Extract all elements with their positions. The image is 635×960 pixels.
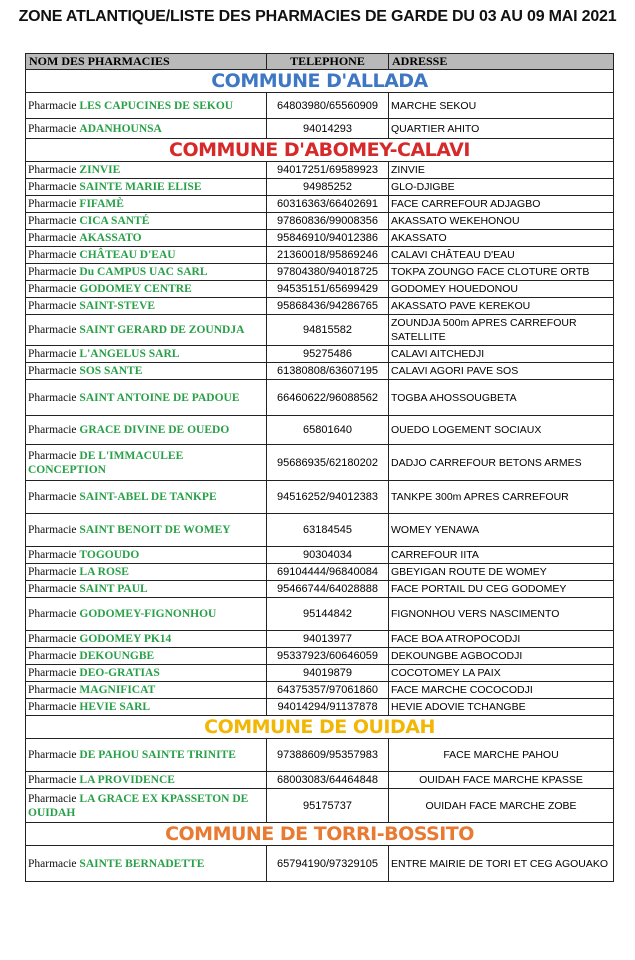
pharmacy-prefix: Pharmacie (28, 549, 77, 561)
pharmacy-address: GLO-DJIGBE (389, 179, 614, 196)
pharmacy-name: SAINT-STEVE (79, 300, 156, 312)
pharmacy-prefix: Pharmacie (28, 774, 77, 786)
commune-title: COMMUNE D'ALLADA (26, 70, 614, 93)
pharmacy-name: SAINT PAUL (79, 583, 148, 595)
pharmacy-prefix: Pharmacie (28, 667, 77, 679)
pharmacy-prefix: Pharmacie (28, 181, 77, 193)
pharmacy-name: GODOMEY CENTRE (79, 283, 192, 295)
pharmacy-address: WOMEY YENAWA (389, 514, 614, 547)
pharmacy-table (25, 53, 614, 882)
pharmacy-address: MARCHE SEKOU (389, 93, 614, 119)
pharmacy-telephone: 65801640 (267, 416, 389, 445)
pharmacy-name-cell (26, 739, 267, 772)
pharmacy-prefix: Pharmacie (28, 524, 77, 536)
pharmacy-address: ZINVIE (389, 162, 614, 179)
pharmacy-row (26, 213, 614, 230)
pharmacy-name: DE L'IMMACULEE CONCEPTION (28, 449, 184, 476)
pharmacy-prefix: Pharmacie (28, 391, 77, 404)
pharmacy-telephone: 69104444/96840084 (267, 564, 389, 581)
pharmacy-name: GRACE DIVINE DE OUEDO (79, 424, 230, 436)
header-telephone: TELEPHONE (267, 54, 389, 70)
pharmacy-row (26, 230, 614, 247)
pharmacy-telephone: 90304034 (267, 547, 389, 564)
pharmacy-row (26, 564, 614, 581)
header-address: ADRESSE (389, 54, 614, 70)
pharmacy-telephone: 94014294/91137878 (267, 699, 389, 716)
pharmacy-telephone: 64803980/65560909 (267, 93, 389, 119)
pharmacy-name: ZINVIE (79, 164, 121, 176)
pharmacy-prefix: Pharmacie (28, 198, 77, 210)
pharmacy-row (26, 298, 614, 315)
pharmacy-prefix: Pharmacie (28, 424, 77, 436)
pharmacy-name-cell (26, 547, 267, 564)
pharmacy-prefix: Pharmacie (28, 792, 77, 805)
pharmacy-name: MAGNIFICAT (79, 684, 156, 696)
pharmacy-name: L'ANGELUS SARL (79, 348, 180, 360)
pharmacy-name: SAINT ANTOINE DE PADOUE (79, 391, 240, 404)
pharmacy-address: CARREFOUR IITA (389, 547, 614, 564)
pharmacy-name-cell (26, 264, 267, 281)
pharmacy-name-cell (26, 281, 267, 298)
pharmacy-name: Du CAMPUS UAC SARL (79, 266, 208, 278)
pharmacy-prefix: Pharmacie (28, 684, 77, 696)
pharmacy-address: CALAVI AGORI PAVE SOS (389, 363, 614, 380)
pharmacy-prefix: Pharmacie (28, 232, 77, 244)
pharmacy-prefix: Pharmacie (28, 633, 77, 645)
pharmacy-name-cell (26, 213, 267, 230)
pharmacy-telephone: 94013977 (267, 631, 389, 648)
pharmacy-name: AKASSATO (79, 232, 142, 244)
pharmacy-telephone: 94019879 (267, 665, 389, 682)
pharmacy-name-cell (26, 230, 267, 247)
pharmacy-telephone: 21360018/95869246 (267, 247, 389, 264)
pharmacy-telephone: 97804380/94018725 (267, 264, 389, 281)
pharmacy-address: FACE BOA ATROPOCODJI (389, 631, 614, 648)
pharmacy-name-cell (26, 93, 267, 119)
pharmacy-name: ADANHOUNSA (79, 122, 162, 135)
pharmacy-row (26, 648, 614, 665)
pharmacy-name: TOGOUDO (79, 549, 140, 561)
pharmacy-address: ZOUNDJA 500m APRES CARREFOUR SATELLITE (389, 315, 614, 346)
commune-header-row (26, 139, 614, 162)
pharmacy-row (26, 514, 614, 547)
pharmacy-row (26, 631, 614, 648)
pharmacy-address: AKASSATO PAVE KEREKOU (389, 298, 614, 315)
pharmacy-address: GBEYIGAN ROUTE DE WOMEY (389, 564, 614, 581)
pharmacy-name: LA ROSE (79, 566, 129, 578)
pharmacy-telephone: 95337923/60646059 (267, 648, 389, 665)
pharmacy-name-cell (26, 581, 267, 598)
pharmacy-name-cell (26, 298, 267, 315)
pharmacy-address: FACE PORTAIL DU CEG GODOMEY (389, 581, 614, 598)
pharmacy-name-cell (26, 846, 267, 882)
pharmacy-name: SAINT BENOIT DE WOMEY (79, 524, 231, 536)
pharmacy-address: GODOMEY HOUEDONOU (389, 281, 614, 298)
pharmacy-address: DADJO CARREFOUR BETONS ARMES (389, 445, 614, 481)
pharmacy-name: DEKOUNGBE (79, 650, 155, 662)
pharmacy-telephone: 97388609/95357983 (267, 739, 389, 772)
pharmacy-name: SAINTE MARIE ELISE (79, 181, 202, 193)
pharmacy-row (26, 162, 614, 179)
pharmacy-name-cell (26, 119, 267, 139)
pharmacy-name-cell (26, 699, 267, 716)
pharmacy-row (26, 739, 614, 772)
pharmacy-row (26, 598, 614, 631)
pharmacy-row (26, 416, 614, 445)
pharmacy-row (26, 363, 614, 380)
commune-header-row (26, 823, 614, 846)
pharmacy-address: AKASSATO (389, 230, 614, 247)
pharmacy-name-cell (26, 514, 267, 547)
pharmacy-address: ENTRE MAIRIE DE TORI ET CEG AGOUAKO (389, 846, 614, 882)
pharmacy-address: HEVIE ADOVIE TCHANGBE (389, 699, 614, 716)
pharmacy-name-cell (26, 682, 267, 699)
commune-header-row (26, 70, 614, 93)
pharmacy-telephone: 66460622/96088562 (267, 380, 389, 416)
pharmacy-name: SAINT GERARD DE ZOUNDJA (79, 324, 245, 336)
pharmacy-row (26, 682, 614, 699)
pharmacy-telephone: 95466744/64028888 (267, 581, 389, 598)
pharmacy-row (26, 247, 614, 264)
pharmacy-row (26, 772, 614, 789)
pharmacy-prefix: Pharmacie (28, 566, 77, 578)
pharmacy-telephone: 94535151/65699429 (267, 281, 389, 298)
pharmacy-name-cell (26, 162, 267, 179)
pharmacy-address: TOGBA AHOSSOUGBETA (389, 380, 614, 416)
pharmacy-row (26, 196, 614, 213)
commune-title: COMMUNE DE TORRI-BOSSITO (26, 823, 614, 846)
pharmacy-row (26, 846, 614, 882)
pharmacy-name: LA GRACE EX KPASSETON DE OUIDAH (28, 792, 249, 819)
pharmacy-name-cell (26, 247, 267, 264)
pharmacy-telephone: 60316363/66402691 (267, 196, 389, 213)
pharmacy-address: DEKOUNGBE AGBOCODJI (389, 648, 614, 665)
pharmacy-prefix: Pharmacie (28, 857, 77, 870)
pharmacy-row (26, 481, 614, 514)
pharmacy-name-cell (26, 598, 267, 631)
pharmacy-telephone: 95846910/94012386 (267, 230, 389, 247)
pharmacy-prefix: Pharmacie (28, 749, 77, 761)
pharmacy-name-cell (26, 445, 267, 481)
pharmacy-address: TANKPE 300m APRES CARREFOUR (389, 481, 614, 514)
pharmacy-address: FACE MARCHE PAHOU (389, 739, 614, 772)
pharmacy-name-cell (26, 665, 267, 682)
pharmacy-row (26, 547, 614, 564)
pharmacy-row (26, 264, 614, 281)
pharmacy-name: LA PROVIDENCE (79, 774, 175, 786)
pharmacy-row (26, 93, 614, 119)
pharmacy-telephone: 95868436/94286765 (267, 298, 389, 315)
pharmacy-prefix: Pharmacie (28, 608, 77, 620)
pharmacy-row (26, 699, 614, 716)
pharmacy-telephone: 65794190/97329105 (267, 846, 389, 882)
pharmacy-telephone: 68003083/64464848 (267, 772, 389, 789)
pharmacy-prefix: Pharmacie (28, 99, 77, 112)
pharmacy-row (26, 346, 614, 363)
pharmacy-telephone: 97860836/99008356 (267, 213, 389, 230)
pharmacy-name: SOS SANTE (79, 365, 143, 377)
pharmacy-prefix: Pharmacie (28, 283, 77, 295)
commune-title: COMMUNE D'ABOMEY-CALAVI (26, 139, 614, 162)
pharmacy-row (26, 380, 614, 416)
pharmacy-prefix: Pharmacie (28, 491, 77, 503)
pharmacy-name-cell (26, 416, 267, 445)
pharmacy-name: DE PAHOU SAINTE TRINITE (79, 749, 236, 761)
pharmacy-name: HEVIE SARL (79, 701, 151, 713)
pharmacy-row (26, 179, 614, 196)
pharmacy-prefix: Pharmacie (28, 650, 77, 662)
commune-title: COMMUNE DE OUIDAH (26, 716, 614, 739)
pharmacy-name-cell (26, 315, 267, 346)
pharmacy-telephone: 94014293 (267, 119, 389, 139)
pharmacy-row (26, 789, 614, 823)
pharmacy-prefix: Pharmacie (28, 449, 77, 462)
pharmacy-prefix: Pharmacie (28, 249, 77, 261)
pharmacy-prefix: Pharmacie (28, 324, 77, 336)
pharmacy-prefix: Pharmacie (28, 164, 77, 176)
pharmacy-row (26, 581, 614, 598)
pharmacy-address: FACE MARCHE COCOCODJI (389, 682, 614, 699)
pharmacy-name: CICA SANTÉ (79, 215, 150, 227)
pharmacy-prefix: Pharmacie (28, 701, 77, 713)
pharmacy-address: TOKPA ZOUNGO FACE CLOTURE ORTB (389, 264, 614, 281)
pharmacy-prefix: Pharmacie (28, 300, 77, 312)
pharmacy-row (26, 119, 614, 139)
pharmacy-name: GODOMEY PK14 (79, 633, 172, 645)
pharmacy-prefix: Pharmacie (28, 365, 77, 377)
pharmacy-name-cell (26, 789, 267, 823)
page-title: ZONE ATLANTIQUE/LISTE DES PHARMACIES DE GARDE DU 03 AU 09 MAI 2021 (18, 8, 617, 25)
header-name: NOM DES PHARMACIES (26, 54, 267, 70)
pharmacy-name: DEO-GRATIAS (79, 667, 160, 679)
pharmacy-address: OUIDAH FACE MARCHE KPASSE (389, 772, 614, 789)
pharmacy-telephone: 63184545 (267, 514, 389, 547)
pharmacy-row (26, 445, 614, 481)
pharmacy-row (26, 665, 614, 682)
pharmacy-prefix: Pharmacie (28, 122, 77, 135)
pharmacy-telephone: 94516252/94012383 (267, 481, 389, 514)
pharmacy-telephone: 61380808/63607195 (267, 363, 389, 380)
pharmacy-address: AKASSATO WEKEHONOU (389, 213, 614, 230)
pharmacy-name-cell (26, 772, 267, 789)
pharmacy-name-cell (26, 196, 267, 213)
pharmacy-telephone: 95144842 (267, 598, 389, 631)
pharmacy-name-cell (26, 564, 267, 581)
pharmacy-name-cell (26, 346, 267, 363)
pharmacy-name-cell (26, 631, 267, 648)
pharmacy-telephone: 95275486 (267, 346, 389, 363)
pharmacy-row (26, 281, 614, 298)
table-header-row (26, 54, 614, 70)
pharmacy-address: FIGNONHOU VERS NASCIMENTO (389, 598, 614, 631)
pharmacy-address: OUIDAH FACE MARCHE ZOBE (389, 789, 614, 823)
pharmacy-name: GODOMEY-FIGNONHOU (79, 608, 217, 620)
pharmacy-name-cell (26, 380, 267, 416)
pharmacy-prefix: Pharmacie (28, 583, 77, 595)
pharmacy-address: CALAVI CHÂTEAU D'EAU (389, 247, 614, 264)
pharmacy-telephone: 95686935/62180202 (267, 445, 389, 481)
pharmacy-telephone: 94985252 (267, 179, 389, 196)
pharmacy-name: LES CAPUCINES DE SEKOU (79, 99, 234, 112)
pharmacy-address: FACE CARREFOUR ADJAGBO (389, 196, 614, 213)
pharmacy-name: CHÂTEAU D'EAU (79, 249, 176, 261)
pharmacy-address: OUEDO LOGEMENT SOCIAUX (389, 416, 614, 445)
pharmacy-address: CALAVI AITCHEDJI (389, 346, 614, 363)
commune-header-row (26, 716, 614, 739)
pharmacy-name-cell (26, 481, 267, 514)
pharmacy-telephone: 64375357/97061860 (267, 682, 389, 699)
pharmacy-telephone: 94017251/69589923 (267, 162, 389, 179)
pharmacy-telephone: 95175737 (267, 789, 389, 823)
pharmacy-prefix: Pharmacie (28, 348, 77, 360)
pharmacy-row (26, 315, 614, 346)
pharmacy-name-cell (26, 179, 267, 196)
pharmacy-name-cell (26, 648, 267, 665)
pharmacy-name-cell (26, 363, 267, 380)
pharmacy-address: COCOTOMEY LA PAIX (389, 665, 614, 682)
pharmacy-prefix: Pharmacie (28, 215, 77, 227)
pharmacy-prefix: Pharmacie (28, 266, 77, 278)
pharmacy-telephone: 94815582 (267, 315, 389, 346)
pharmacy-address: QUARTIER AHITO (389, 119, 614, 139)
pharmacy-name: SAINT-ABEL DE TANKPE (79, 491, 217, 503)
pharmacy-name: SAINTE BERNADETTE (79, 857, 205, 870)
pharmacy-name: FIFAMÈ (79, 198, 124, 210)
